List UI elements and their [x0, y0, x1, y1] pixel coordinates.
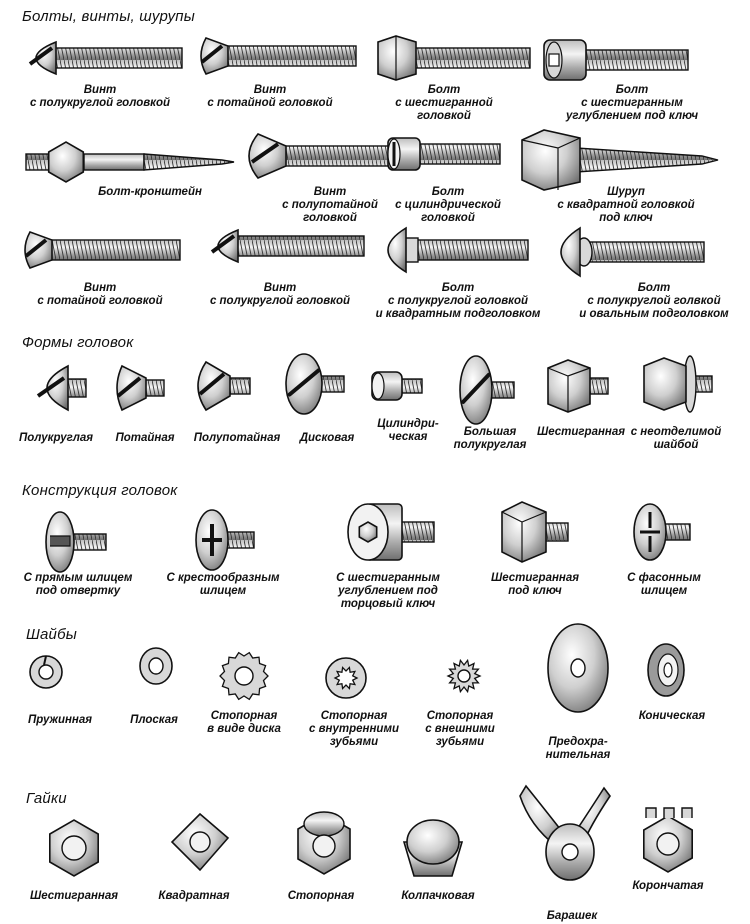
item-label [207, 710, 281, 736]
item-label [547, 910, 597, 923]
carriage-bolt-icon [388, 228, 528, 272]
oval-head-icon [198, 362, 250, 410]
item-label [19, 432, 93, 445]
item-label-line: с полукруглой головкой [209, 295, 351, 307]
item-label-line: зубьями [435, 736, 485, 748]
item-label-line: и овальным подголовком [579, 308, 729, 320]
item-label [98, 186, 202, 199]
item-label-line: Винт [313, 186, 347, 198]
item-label [207, 84, 332, 110]
item-label-line: Винт [83, 282, 117, 294]
item-label-line: Барашек [546, 910, 598, 922]
item-label-line: Дисковая [299, 432, 355, 444]
flat-washer-icon [140, 648, 172, 684]
item-label-line: и квадратным подголовком [375, 308, 541, 320]
item-label-line: с полукруглой головкой [387, 295, 529, 307]
hex-drive-icon [502, 502, 568, 562]
raised-countersunk-bolt-icon [249, 134, 400, 178]
item-label-line: Шуруп [607, 186, 645, 198]
item-label-line: Цилиндри- [377, 418, 439, 430]
item-label-line: Стопорная [320, 710, 388, 722]
item-label [130, 714, 178, 727]
item-label-line: с потайной головкой [207, 97, 333, 109]
item-label-line: Болт [637, 282, 671, 294]
item-label-line: шлицем [199, 585, 247, 597]
round-slot-bolt-icon [30, 42, 182, 74]
item-label [377, 418, 439, 444]
item-label [282, 186, 378, 225]
item-label-line: Пружинная [27, 714, 93, 726]
item-label-line: Болт [441, 282, 475, 294]
item-label [425, 710, 495, 749]
item-label-line: углублением под ключ [565, 110, 699, 122]
item-label-line: головкой [303, 212, 357, 224]
item-label-line: под отвертку [35, 585, 121, 597]
item-label-line: Шестигранная [29, 890, 119, 902]
cheese-bolt-icon [388, 138, 500, 170]
item-label-line: Шестигранная [536, 426, 626, 438]
cap-nut-icon [404, 820, 462, 876]
item-label-line: зубьями [329, 736, 379, 748]
socket-bolt-icon [544, 40, 688, 80]
lock-nut-icon [298, 812, 350, 874]
item-label [376, 282, 541, 321]
item-label [28, 714, 92, 727]
item-label-line: С шестигранным [336, 572, 440, 584]
item-label-line: Болт [427, 84, 461, 96]
hex-head-icon [548, 360, 608, 412]
item-label-line: Болт-кронштейн [98, 186, 202, 198]
item-label [546, 736, 611, 762]
item-label [158, 890, 229, 903]
item-label-line: под ключ [599, 212, 653, 224]
slotted-drive-icon [46, 512, 106, 572]
item-label-line: Стопорная [287, 890, 355, 902]
item-label-line: с шестигранным [581, 97, 683, 109]
round-head-icon [38, 366, 86, 410]
item-label-line: Стопорная [210, 710, 278, 722]
hex-washer-head-icon [644, 356, 712, 412]
item-label-line: Стопорная [426, 710, 494, 722]
square-nut-icon [172, 814, 228, 870]
item-label [288, 890, 355, 903]
item-label [166, 572, 279, 598]
item-label [557, 186, 694, 225]
section-title: Болты, винты, шурупы [22, 8, 195, 25]
item-label-line: Болт [431, 186, 465, 198]
truss-head-icon [460, 356, 514, 424]
item-label-line: под ключ [508, 585, 562, 597]
item-label-line: головкой [417, 110, 471, 122]
square-lag-screw-icon [522, 130, 718, 190]
hanger-bolt-icon [26, 142, 234, 182]
item-label-line: Болт [615, 84, 649, 96]
countersunk-bolt-icon [25, 232, 180, 268]
section-title: Конструкция головок [22, 482, 178, 499]
item-label-line: с полупотайной [282, 199, 378, 211]
hex-bolt-icon [378, 36, 530, 80]
item-label-line: с внешними [425, 723, 495, 735]
section-title: Формы головок [22, 334, 134, 351]
item-label-line: Колпачковая [401, 890, 475, 902]
item-label-line: с шестигранной [395, 97, 493, 109]
section-title: Шайбы [26, 626, 77, 643]
item-label-line: Коническая [638, 710, 706, 722]
item-label [632, 880, 703, 893]
item-label [115, 432, 174, 445]
item-label-line: полукруглая [453, 439, 527, 451]
item-label-line: Корончатая [632, 880, 704, 892]
external-tooth-washer-icon [448, 660, 480, 691]
item-label-line: с полукруглой головкой [29, 97, 171, 109]
item-label [24, 572, 133, 598]
item-label [537, 426, 625, 439]
hex-nut-icon [50, 820, 98, 876]
item-label-line: Квадратная [158, 890, 230, 902]
item-label [566, 84, 698, 123]
item-label-line: головкой [421, 212, 475, 224]
item-label-line: с квадратной головкой [557, 199, 695, 211]
item-label [194, 432, 281, 445]
item-label-line: Винт [263, 282, 297, 294]
item-label-line: углублением под [338, 585, 438, 597]
item-label [309, 710, 399, 749]
disc-lock-washer-icon [220, 653, 268, 700]
item-label [454, 426, 527, 452]
item-label [401, 890, 474, 903]
item-label-line: торцовый ключ [340, 598, 436, 610]
pan-head-icon [286, 354, 344, 414]
item-label [579, 282, 728, 321]
item-label [300, 432, 355, 445]
flat-head-icon [117, 366, 164, 410]
item-label-line: Плоская [130, 714, 178, 726]
countersunk-bolt-icon [201, 38, 356, 74]
item-label-line: Потайная [115, 432, 175, 444]
spring-washer-icon [30, 656, 62, 688]
item-label-line: с цилиндрической [395, 199, 501, 211]
item-label-line: с внутренними [309, 723, 399, 735]
item-label [627, 572, 701, 598]
item-label-line: ческая [388, 431, 428, 443]
item-label [395, 84, 493, 123]
item-label-line: Шестигранная [490, 572, 580, 584]
item-label-line: Полупотайная [193, 432, 281, 444]
item-label [631, 426, 722, 452]
oval-neck-bolt-icon [561, 228, 704, 276]
item-label [210, 282, 350, 308]
conical-washer-icon [648, 644, 684, 696]
item-label-line: нительная [545, 749, 611, 761]
item-label-line: в виде диска [207, 723, 281, 735]
socket-drive-icon [348, 504, 434, 560]
item-label-line: Винт [253, 84, 287, 96]
item-label-line: С крестообразным [166, 572, 280, 584]
item-label-line: Винт [83, 84, 117, 96]
internal-tooth-washer-icon [326, 658, 366, 698]
item-label-line: шлицем [640, 585, 688, 597]
item-label-line: С фасонным [627, 572, 701, 584]
fender-washer-icon [548, 624, 608, 712]
item-label [395, 186, 501, 225]
section-title: Гайки [26, 790, 67, 807]
wing-nut-icon [520, 786, 610, 880]
special-drive-icon [634, 504, 690, 560]
item-label [30, 890, 118, 903]
item-label-line: Предохра- [548, 736, 608, 748]
item-label [37, 282, 162, 308]
item-label-line: С прямым шлицем [23, 572, 133, 584]
round-slot-bolt-icon [212, 230, 364, 262]
item-label-line: Полукруглая [18, 432, 94, 444]
item-label-line: Большая [463, 426, 517, 438]
castle-nut-icon [644, 808, 692, 872]
item-label-line: с полукруглой голвкой [587, 295, 721, 307]
item-label-line: шайбой [653, 439, 699, 451]
fillister-head-icon [372, 372, 422, 400]
item-label-line: с неотделимой [630, 426, 722, 438]
item-label [491, 572, 579, 598]
item-label-line: с потайной головкой [37, 295, 163, 307]
phillips-drive-icon [196, 510, 254, 570]
item-label [30, 84, 170, 110]
item-label [639, 710, 705, 723]
item-label [336, 572, 440, 611]
